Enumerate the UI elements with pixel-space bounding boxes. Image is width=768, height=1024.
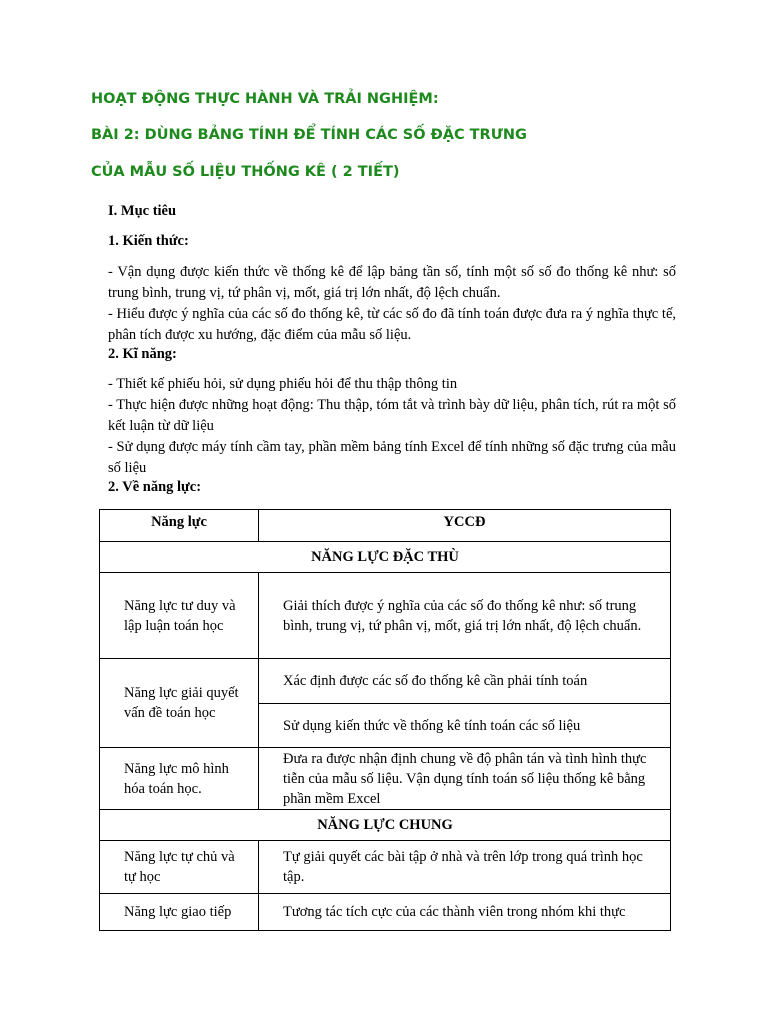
- competence-name: Năng lực tự chủ và tự học: [100, 841, 259, 894]
- knowledge-item: - Vận dụng được kiến thức về thống kê để lập bảng tần số, tính một số số đo thống kê như: số trung bình, trung vị, tứ phân vị, mốt, giá trị lớn nhất, độ lệch chuẩn.: [108, 264, 676, 301]
- competence-requirement: Đưa ra được nhận định chung về độ phân tán và tình hình thực tiễn của mẫu số liệu. Vận dụng tính toán số liệu thống kê bằng phần mềm Excel: [259, 748, 671, 810]
- competence-table: [99, 509, 671, 931]
- section-label-general: NĂNG LỰC CHUNG: [100, 810, 671, 841]
- header-competence: Năng lực: [100, 510, 259, 542]
- competence-name: Năng lực mô hình hóa toán học.: [100, 748, 259, 810]
- competence-requirement: Tự giải quyết các bài tập ở nhà và trên lớp trong quá trình học tập.: [259, 841, 671, 894]
- heading-lesson: BÀI 2: DÙNG BẢNG TÍNH ĐỂ TÍNH CÁC SỐ ĐẶC TRƯNG: [91, 127, 527, 143]
- competence-name: Năng lực tư duy và lập luận toán học: [100, 573, 259, 659]
- skills-item: - Thực hiện được những hoạt động: Thu thập, tóm tắt và trình bày dữ liệu, phân tích, rút ra một số kết luận từ dữ liệu: [108, 397, 676, 434]
- section-label-specific: NĂNG LỰC ĐẶC THÙ: [100, 542, 671, 573]
- objectives-title: I. Mục tiêu: [108, 203, 177, 219]
- knowledge-item: - Hiểu được ý nghĩa của các số đo thống kê, từ các số đo đã tính toán được đưa ra ý nghĩa thực tế, phân tích được xu hướng, đặc điểm của mẫu số liệu.: [108, 306, 676, 343]
- table-row: [100, 748, 671, 810]
- section-row-general: [100, 810, 671, 841]
- competence-title: 2. Về năng lực:: [108, 479, 202, 495]
- knowledge-title: 1. Kiến thức:: [108, 233, 189, 249]
- competence-name: Năng lực giao tiếp: [100, 894, 259, 931]
- competence-requirement: Giải thích được ý nghĩa của các số đo thống kê như: số trung bình, trung vị, tứ phân vị, mốt, giá trị lớn nhất, độ lệch chuẩn.: [259, 573, 671, 659]
- skills-item: - Sử dụng được máy tính cầm tay, phần mềm bảng tính Excel để tính những số đặc trưng của mẫu số liệu: [108, 439, 676, 476]
- section-row-specific: [100, 542, 671, 573]
- competence-name: Năng lực giải quyết vấn đề toán học: [100, 659, 259, 748]
- competence-requirement: Sử dụng kiến thức về thống kê tính toán các số liệu: [259, 704, 671, 748]
- table-row: [100, 841, 671, 894]
- skills-title: 2. Kĩ năng:: [108, 346, 177, 362]
- table-row: [100, 659, 671, 704]
- header-requirement: YCCĐ: [259, 510, 671, 542]
- competence-requirement: Xác định được các số đo thống kê cần phải tính toán: [259, 659, 671, 704]
- table-row: [100, 894, 671, 931]
- table-header-row: [100, 510, 671, 542]
- table-row: [100, 573, 671, 659]
- heading-lesson-cont: CỦA MẪU SỐ LIỆU THỐNG KÊ ( 2 TIẾT): [91, 164, 400, 180]
- heading-activity: HOẠT ĐỘNG THỰC HÀNH VÀ TRẢI NGHIỆM:: [91, 91, 439, 107]
- skills-item: - Thiết kế phiếu hỏi, sử dụng phiếu hỏi để thu thập thông tin: [108, 376, 458, 392]
- competence-requirement: Tương tác tích cực của các thành viên trong nhóm khi thực: [259, 894, 671, 931]
